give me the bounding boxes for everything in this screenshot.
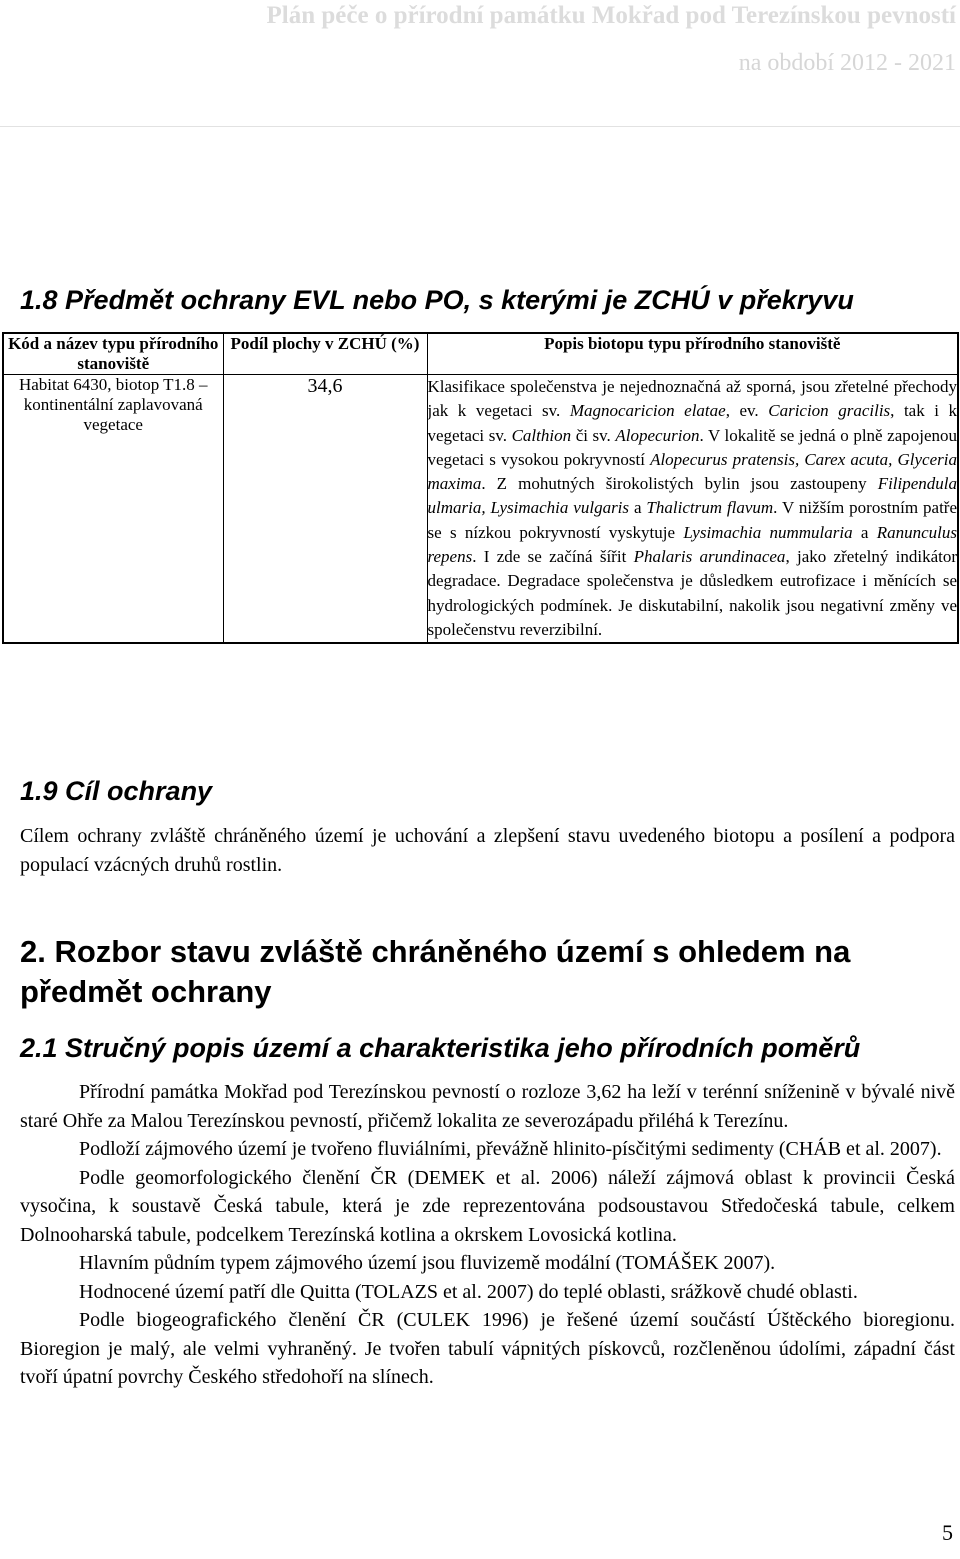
running-header-title: Plán péče o přírodní památku Mokřad pod Terezínskou pevností: [266, 2, 956, 29]
section-heading-1-9: 1.9 Cíl ochrany: [20, 776, 213, 806]
paragraph: Hlavním půdním typem zájmového území jsou fluvizemě modální (TOMÁŠEK 2007).: [79, 1252, 776, 1274]
running-header-period: na období 2012 - 2021: [738, 50, 956, 76]
paragraph: Hodnocené území patří dle Quitta (TOLAZS et al. 2007) do teplé oblasti, srážkově chudé oblasti.: [79, 1280, 858, 1303]
table-header-row: [3, 333, 958, 375]
habitat-cell: Habitat 6430, biotop T1.8 – kontinentální zaplavovaná vegetace: [3, 375, 223, 644]
section-heading-2-1: 2.1 Stručný popis území a charakteristika jeho přírodních poměrů: [20, 1033, 861, 1063]
description-cell: Klasifikace společenstva je nejednoznačná až sporná, jsou zřetelné přechody jak k vegetaci sv. Magnocaricion elatae, ev. Caricion gracilis, tak i k vegetaci sv. Calthion či sv. Alopecurion. V lokalitě se jedná o plně zapojenou vegetaci s vysokou pokryvností Alopecurus pratensis, Carex acuta, Glyceria maxima. Z mohutných širokolistých bylin jsou zastoupeny Filipendula ulmaria, Lysimachia vulgaris a Thalictrum flavum. V nižším porostním patře se s nízkou pokryvností vyskytuje Lysimachia nummularia a Ranunculus repens. I zde se začíná šířit Phalaris arundinacea, jako zřetelný indikátor degradace. Degradace společenstva je důsledkem eutrofizace i měnících se hydrologických podmínek. Je diskutabilní, nakolik jsou negativní změny ve společenstvu reverzibilní.: [427, 375, 958, 644]
page-number: 5: [942, 1520, 953, 1545]
header-divider: [0, 126, 960, 127]
column-header-habitat-code: Kód a název typu přírodního stanoviště: [3, 333, 223, 375]
area-description: [20, 1078, 955, 1392]
protection-goal-text: Cílem ochrany zvláště chráněného území je uchování a zlepšení stavu uvedeného biotopu a posílení a podpora populací vzácných druhů rostlin.: [20, 825, 955, 876]
column-header-description: Popis biotopu typu přírodního stanoviště: [427, 333, 958, 375]
column-header-area-share: Podíl plochy v ZCHÚ (%): [223, 333, 427, 375]
section-heading-2: 2. Rozbor stavu zvláště chráněného území s ohledem na předmět ochrany: [20, 934, 851, 1009]
section-heading-1-8: 1.8 Předmět ochrany EVL nebo PO, s kterými je ZCHÚ v překryvu: [20, 285, 854, 315]
habitat-table: [2, 332, 959, 644]
paragraph: Přírodní památka Mokřad pod Terezínskou pevností o rozloze 3,62 ha leží v terénní sníženině v bývalé nivě staré Ohře za Malou Terezínskou pevností, přičemž lokalita ze severozápadu přiléhá k Terezínu.: [20, 1081, 955, 1132]
paragraph: Podle geomorfologického členění ČR (DEMEK et al. 2006) náleží zájmová oblast k provincii Česká vysočina, k soustavě Česká tabule, která je zde reprezentována podsoustavou Středočeská tabule, celkem Dolnooharská tabule, podcelkem Terezínská kotlina a okrskem Lovosická kotlina.: [20, 1166, 955, 1246]
paragraph: Podloží zájmového území je tvořeno fluviálními, převážně hlinito-písčitými sedimenty (CHÁB et al. 2007).: [79, 1138, 942, 1160]
table-row: [3, 375, 958, 644]
paragraph: Podle biogeografického členění ČR (CULEK 1996) je řešené území součástí Úštěckého bioregionu. Bioregion je malý, ale velmi vyhraněný. Je tvořen tabulí vápnitých pískovců, rozčleněnou údolími, západní část tvoří úpatní povrchy Českého středohoří na slínech.: [20, 1309, 955, 1388]
area-share-cell: 34,6: [223, 375, 427, 644]
